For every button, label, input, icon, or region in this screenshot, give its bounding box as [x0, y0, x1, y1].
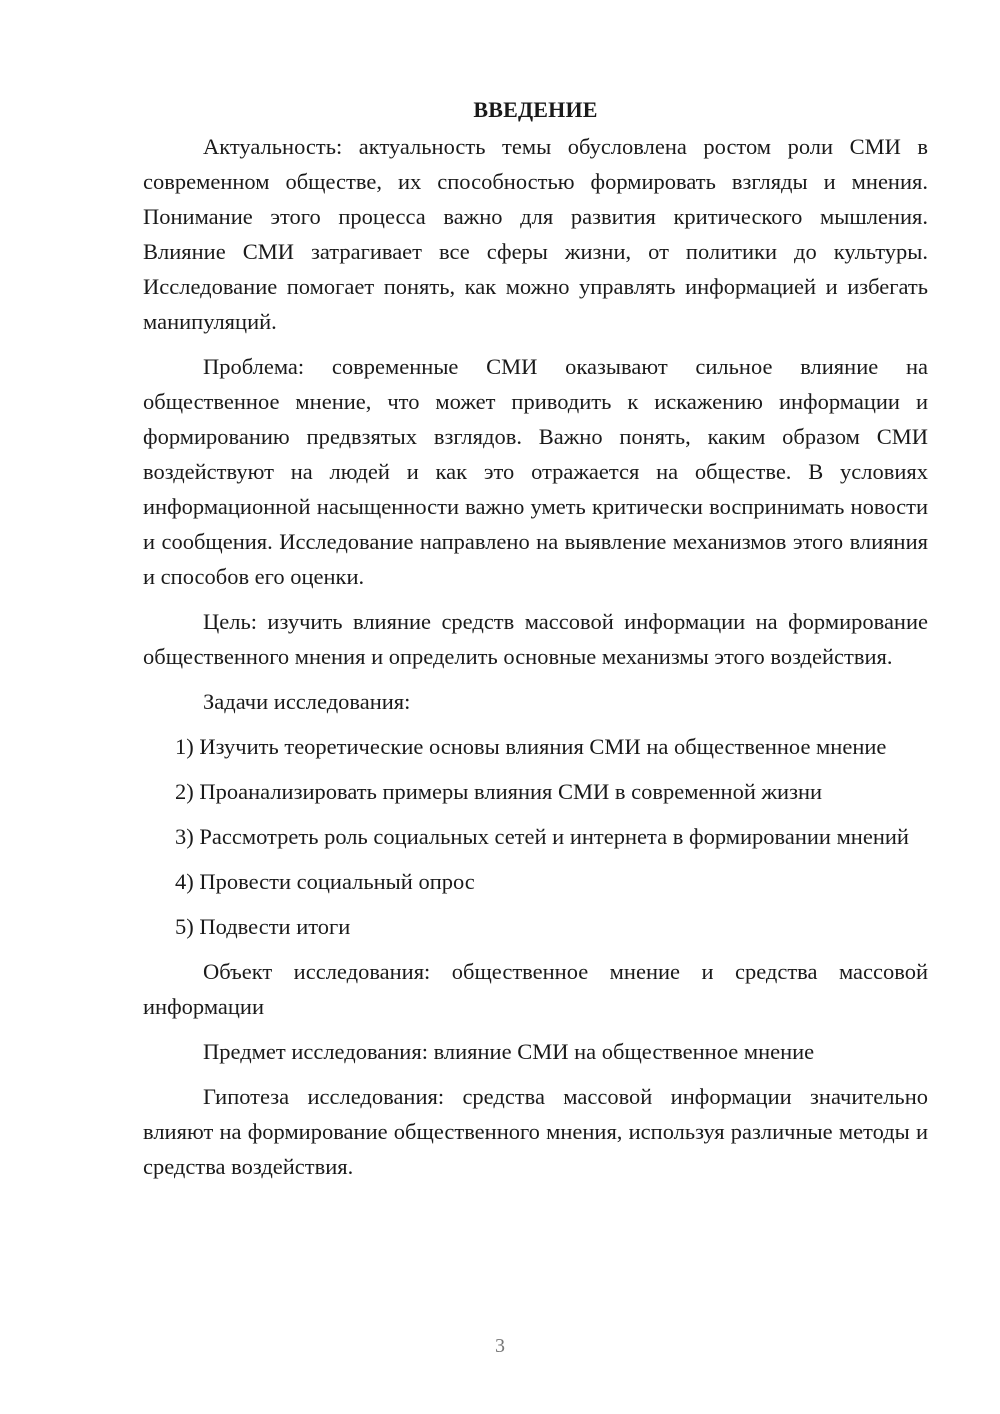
problem-paragraph: Проблема: современные СМИ оказывают сильное влияние на общественное мнение, что может приводить к искажению информации и формированию предвзятых взглядов. Важно понять, каким образом СМИ воздействуют на людей и как это отражается на обществе. В условиях информационной насыщенности важно уметь критически воспринимать новости и сообщения. Исследование направлено на выявление механизмов этого влияния и способов его оценки.: [143, 354, 928, 589]
subject-paragraph: Предмет исследования: влияние СМИ на общественное мнение: [203, 1039, 815, 1064]
document-page: [143, 95, 928, 1194]
task-item-2: 2) Проанализировать примеры влияния СМИ в современной жизни: [175, 779, 823, 804]
page-title: ВВЕДЕНИЕ: [473, 97, 598, 122]
object-paragraph: Объект исследования: общественное мнение и средства массовой информации: [143, 959, 928, 1019]
tasks-heading: Задачи исследования:: [203, 689, 411, 714]
task-item-5: 5) Подвести итоги: [175, 914, 351, 939]
page-number: 3: [495, 1335, 505, 1357]
task-item-3: 3) Рассмотреть роль социальных сетей и интернета в формировании мнений: [175, 824, 909, 849]
task-item-1: 1) Изучить теоретические основы влияния СМИ на общественное мнение: [175, 734, 887, 759]
relevance-paragraph: Актуальность: актуальность темы обусловлена ростом роли СМИ в современном обществе, их способностью формировать взгляды и мнения. Понимание этого процесса важно для развития критического мышления. Влияние СМИ затрагивает все сферы жизни, от политики до культуры. Исследование помогает понять, как можно управлять информацией и избегать манипуляций.: [143, 134, 928, 334]
goal-paragraph: Цель: изучить влияние средств массовой информации на формирование общественного мнения и определить основные механизмы этого воздействия.: [143, 609, 928, 669]
task-item-4: 4) Провести социальный опрос: [175, 869, 475, 894]
hypothesis-paragraph: Гипотеза исследования: средства массовой информации значительно влияют на формирование общественного мнения, используя различные методы и средства воздействия.: [143, 1084, 928, 1179]
